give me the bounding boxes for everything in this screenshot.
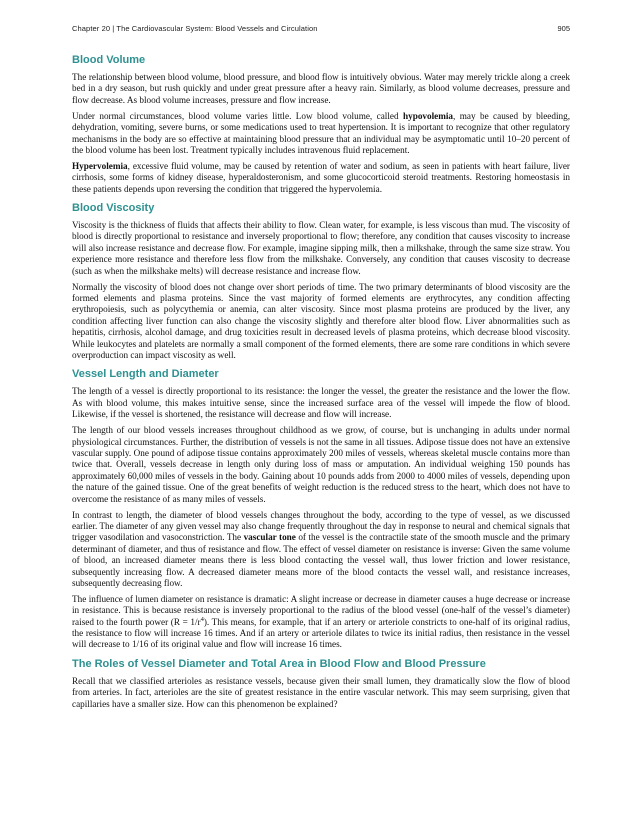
paragraph-blood-volume-1 <box>72 111 570 157</box>
text-run: The length of a vessel is directly proportional to its resistance: the longer the vessel, the greater the resistance and the lower the flow. As with blood volume, this makes intuitive sense, since the increased surface area of the vessel will impede the flow of blood. Likewise, if the vessel is shortened, the resistance will decrease and flow will increase. <box>72 386 570 420</box>
section-heading-vessel-length-and-diameter: Vessel Length and Diameter <box>72 368 219 381</box>
page-number: 905 <box>557 24 570 33</box>
bold-key-term: hypovolemia <box>403 110 454 121</box>
text-run: The influence of lumen diameter on resistance is dramatic: A slight increase or decrease in diameter causes a huge decrease or increase in resistance. This is because resistance is inversely proportional to the radius of the blood vessel (one-half of the vessel’s diameter) raised to the fourth power (R = 1/r <box>72 593 570 627</box>
bold-key-term: Hypervolemia <box>72 160 128 171</box>
text-run: Viscosity is the thickness of fluids that affects their ability to flow. Clean water, for example, is less viscous than mud. The viscosity of blood is directly proportional to resistance and inversely proportional to flow; therefore, any condition that causes viscosity to increase will also increase resistance and decrease flow. For example, imagine sipping milk, then a milkshake, through the same size straw. You experience more resistance and therefore less flow from the milkshake. Conversely, any condition that causes viscosity to decrease (such as when the milkshake melts) will decrease resistance and increase flow. <box>72 220 570 276</box>
paragraph-blood-viscosity-1 <box>72 282 570 362</box>
paragraph-blood-viscosity-0 <box>72 220 570 277</box>
paragraph-blood-volume-2 <box>72 161 570 195</box>
section-heading-blood-viscosity: Blood Viscosity <box>72 202 155 215</box>
page-header <box>72 24 570 33</box>
text-run: The relationship between blood volume, blood pressure, and blood flow is intuitively obvious. Water may merely trickle along a creek bed in a dry season, but rush quickly and under great pressure after a heavy rain. Similarly, as blood volume decreases, pressure and flow decrease. As blood volume increases, pressure and flow increase. <box>72 72 570 105</box>
paragraph-vessel-length-and-diameter-3 <box>72 594 570 651</box>
paragraph-vessel-length-and-diameter-1 <box>72 425 570 505</box>
text-run: , may be caused by bleeding, dehydration, vomiting, severe burns, or some medications used to treat hypertension. It is important to recognize that other regulatory mechanisms in the body are so effective at maintaining blood pressure that an individual may be asymptomatic until 10–20 percent of the blood volume has been lost. Treatment typically includes intravenous fluid replacement. <box>72 110 571 155</box>
bold-key-term: vascular tone <box>243 532 296 543</box>
text-run: In contrast to length, the diameter of blood vessels changes throughout the body, according to the type of vessel, as we discussed earlier. The diameter of any given vessel may also change frequently throughout the day in response to neural and chemical signals that trigger vasodilation and vasoconstriction. The <box>72 509 570 543</box>
section-heading-blood-volume: Blood Volume <box>72 54 146 66</box>
running-head: Chapter 20 | The Cardiovascular System: Blood Vessels and Circulation <box>72 24 318 33</box>
text-run: of the vessel is the contractile state of the smooth muscle and the primary determinant of diameter, and thus of resistance and flow. The effect of vessel diameter on resistance is inverse: Given the same volume of blood, an increased diameter means there is less blood contacting the vessel wall, thus lower friction and lower resistance, subsequently increasing flow. A decreased diameter means more of the blood contacts the vessel wall, and resistance increases, subsequently decreasing flow. <box>72 532 571 588</box>
page-content <box>72 54 570 710</box>
text-run: The length of our blood vessels increases throughout childhood as we grow, of course, but is unchanging in adults under normal physiological circumstances. Further, the distribution of vessels is not the same in all tissues. Adipose tissue does not have an extensive vascular supply. One pound of adipose tissue contains approximately 200 miles of vessels, whereas skeletal muscle contains more than twice that. Overall, vessels decrease in length only during loss of mass or amputation. An individual weighing 150 pounds has approximately 60,000 miles of vessels in the body. Gaining about 10 pounds adds from 2000 to 4000 miles of vessels, depending upon the nature of the gained tissue. One of the great benefits of weight reduction is the reduced stress to the heart, which does not have to overcome the resistance of as many miles of vessels. <box>72 425 570 504</box>
text-run: Normally the viscosity of blood does not change over short periods of time. The two primary determinants of blood viscosity are the formed elements and plasma proteins. Since the vast majority of formed elements are erythrocytes, any condition affecting erythropoiesis, such as polycythemia or anemia, can alter viscosity. Since most plasma proteins are produced by the liver, any condition affecting liver function can also change the viscosity slightly and therefore alter blood flow. Liver abnormalities such as hepatitis, cirrhosis, alcohol damage, and drug toxicities result in decreased levels of plasma proteins, which decrease blood viscosity. While leukocytes and platelets are normally a small component of the formed elements, there are some rare conditions in which severe overproduction can impact viscosity as well. <box>72 281 570 361</box>
text-run: Recall that we classified arterioles as resistance vessels, because given their small lumen, they dramatically slow the flow of blood from arteries. In fact, arterioles are the site of greatest resistance in the entire vascular network. This may seem surprising, given that capillaries have a smaller size. How can this phenomenon be explained? <box>72 675 570 709</box>
paragraph-vessel-length-and-diameter-2 <box>72 510 570 590</box>
paragraph-vessel-length-and-diameter-0 <box>72 386 570 420</box>
paragraph-blood-volume-0 <box>72 72 570 106</box>
paragraph-roles-of-vessel-diameter-and-total-area-0 <box>72 676 570 710</box>
text-run: Under normal circumstances, blood volume varies little. Low blood volume, called <box>72 110 403 121</box>
superscript-exponent: 4 <box>200 615 204 623</box>
text-run: , excessive fluid volume, may be caused by retention of water and sodium, as seen in patients with heart failure, liver cirrhosis, some forms of kidney disease, hyperaldosteronism, and some glucocorticoid steroid treatments. Restoring homeostasis in these patients depends upon reversing the condition that triggered the hypervolemia. <box>72 160 570 194</box>
section-heading-roles-of-vessel-diameter-and-total-area: The Roles of Vessel Diameter and Total Area in Blood Flow and Blood Pressure <box>72 657 486 670</box>
text-run: ). This means, for example, that if an artery or arteriole constricts to one-half of its original radius, the resistance to flow will increase 16 times. And if an artery or arteriole dilates to twice its initial radius, then resistance in the vessel will decrease to 1/16 of its original value and flow will increase 16 times. <box>72 616 570 650</box>
